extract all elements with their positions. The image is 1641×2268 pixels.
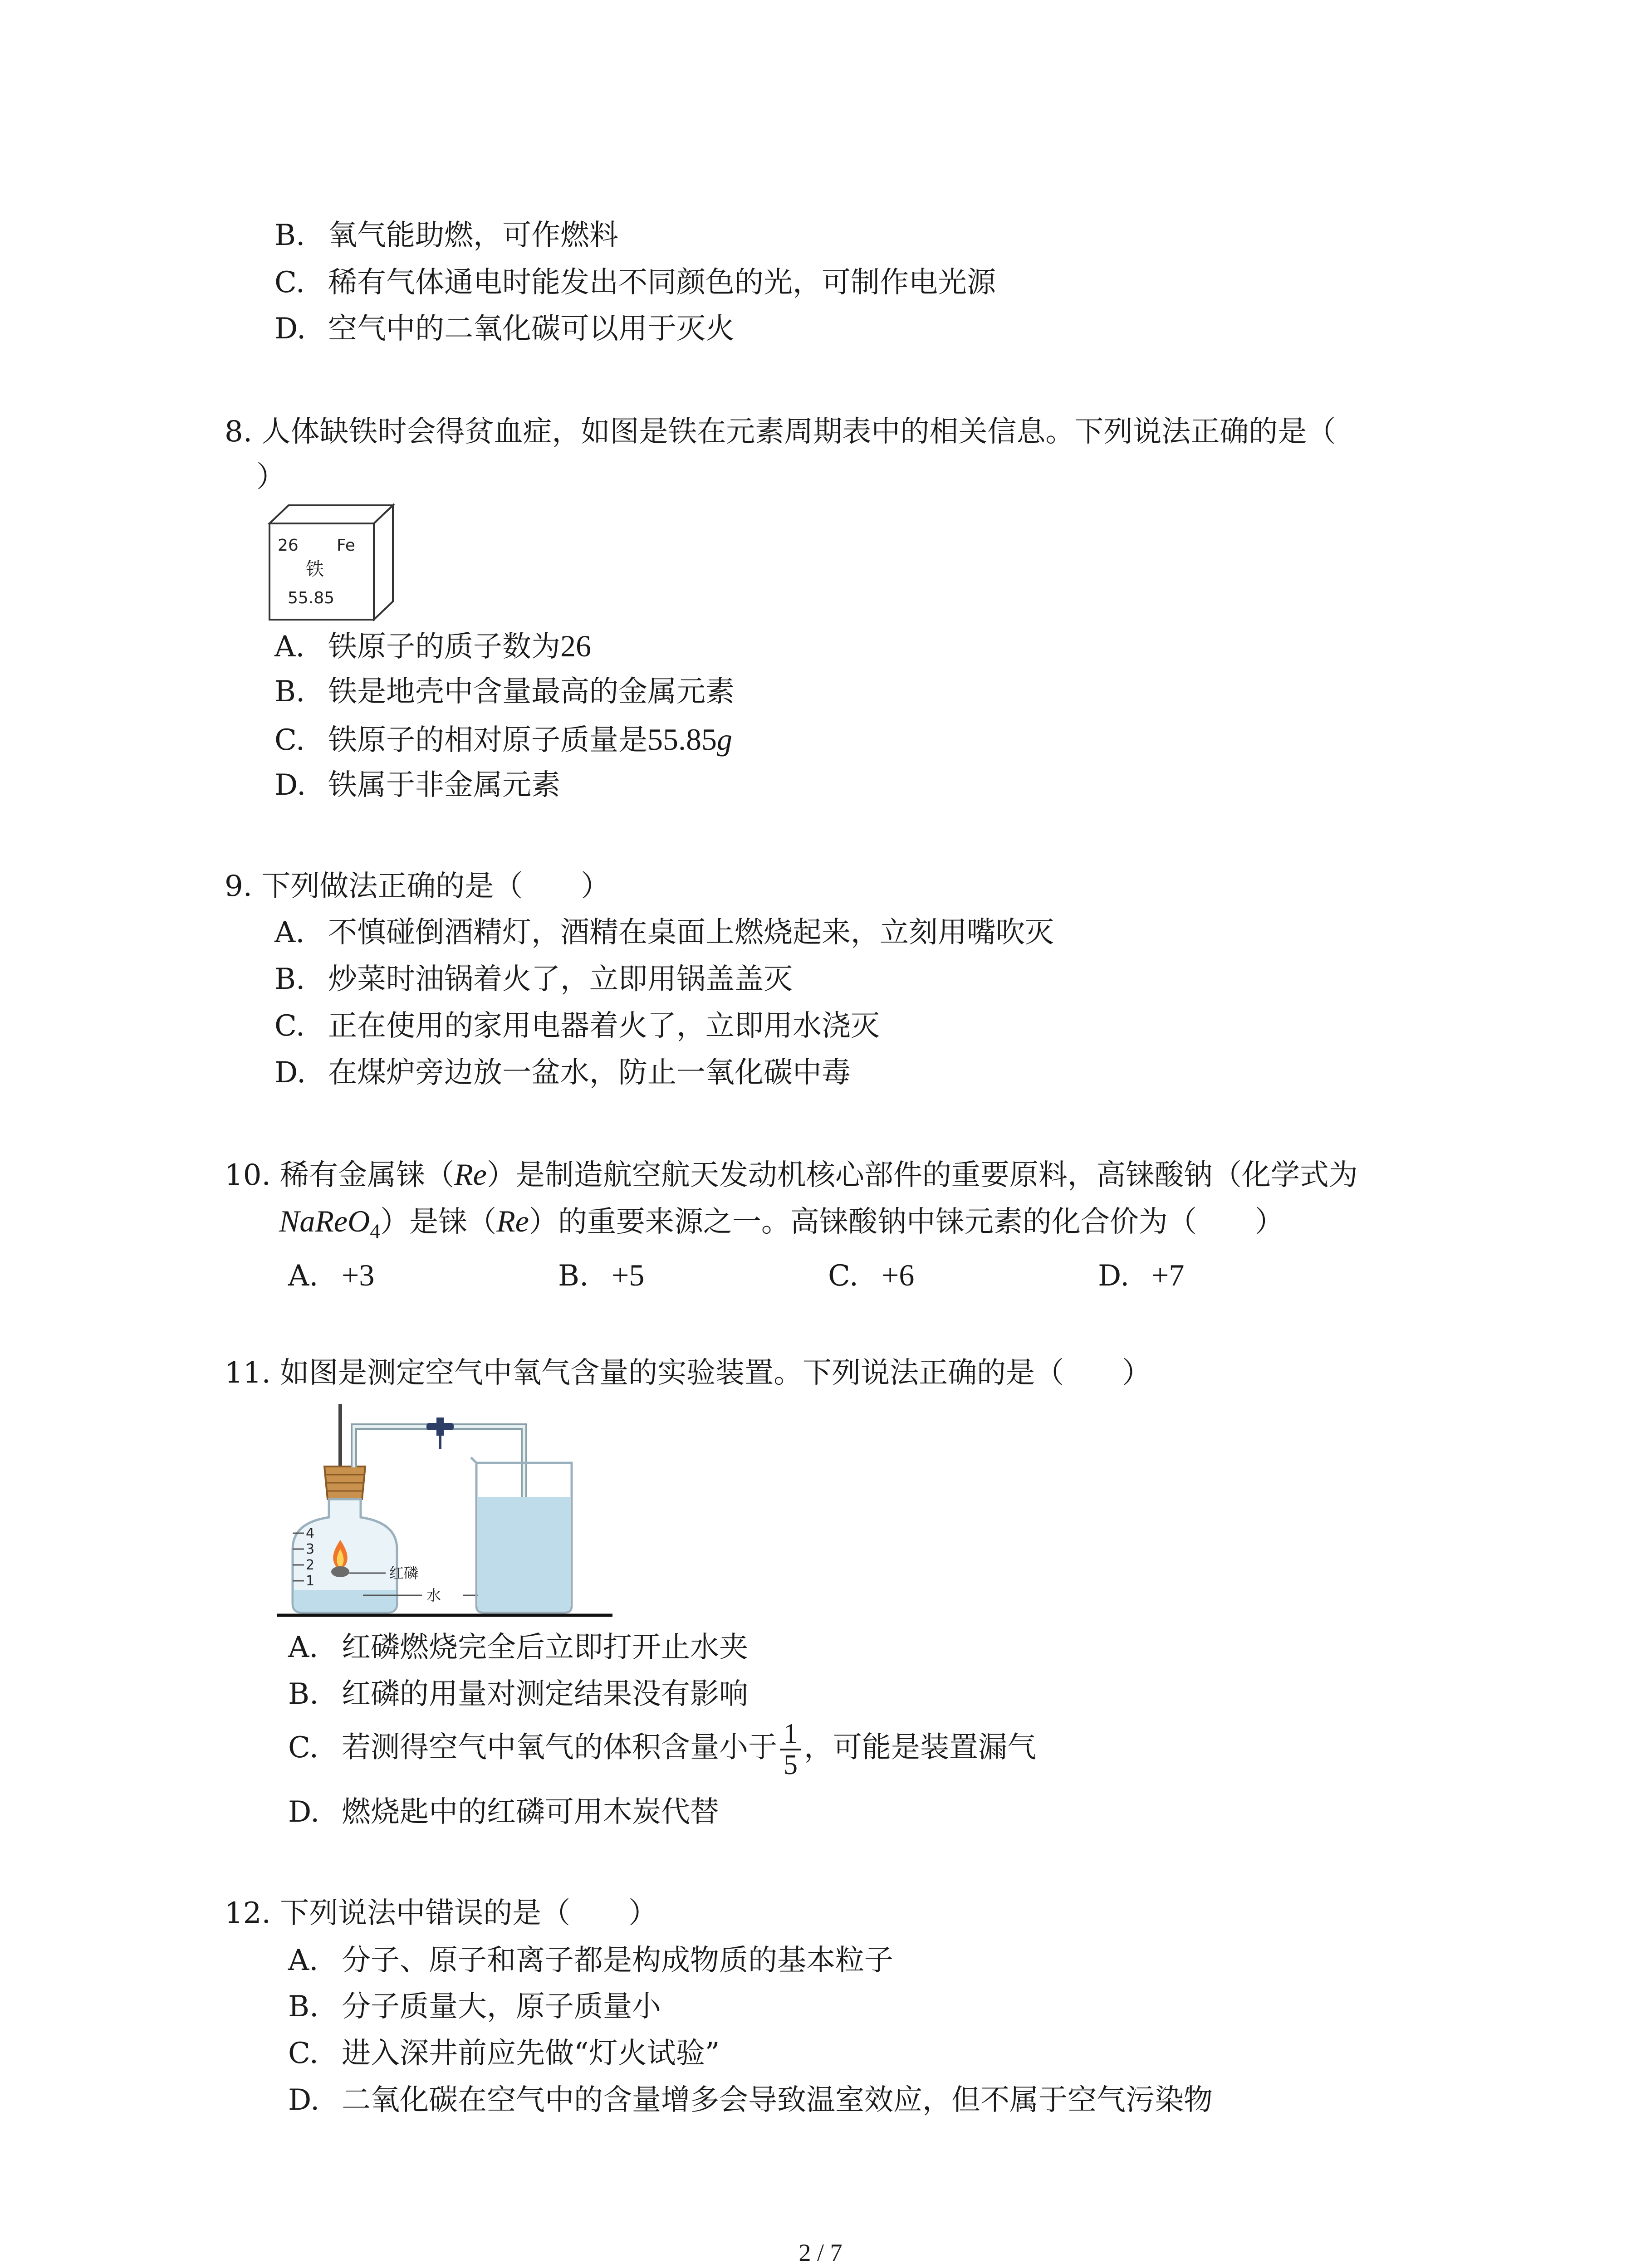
option-text: 二氧化碳在空气中的含量增多会导致温室效应，但不属于空气污染物 — [342, 2083, 1213, 2117]
option-value: +7 — [1151, 1258, 1185, 1292]
option-label: C. — [288, 1730, 319, 1765]
option-text: 铁原子的质子数为 — [328, 630, 560, 664]
option-text: 铁是地壳中含量最高的金属元素 — [328, 675, 735, 709]
option-label: D. — [274, 1056, 306, 1090]
q10-text: 10. 稀有金属铼（ — [225, 1158, 455, 1192]
option-label: A. — [274, 630, 305, 664]
q10-option-b — [558, 1258, 645, 1293]
water-clamp-icon — [426, 1418, 454, 1449]
option-label: C. — [828, 1259, 859, 1293]
option-label: A. — [288, 1631, 318, 1664]
option-label: A. — [274, 916, 305, 949]
q9-stem: 9. 下列做法正确的是（ ） — [225, 870, 610, 903]
q12-stem: 12. 下列说法中错误的是（ ） — [225, 1897, 658, 1930]
option-label: C. — [288, 2037, 319, 2070]
option-text: 氧气能助燃，可作燃料 — [328, 219, 618, 252]
q11-option-d — [288, 1795, 719, 1829]
fraction-numerator: 1 — [784, 1718, 798, 1749]
q8-option-d — [274, 768, 560, 802]
q7-option-b — [274, 221, 618, 250]
option-value: +5 — [612, 1258, 645, 1292]
option-unit: g — [717, 722, 732, 757]
q11-option-a — [288, 1633, 748, 1662]
element-symbol: Fe — [337, 536, 355, 555]
q10-option-c — [828, 1258, 915, 1293]
option-label: D. — [288, 2083, 320, 2117]
option-value: +3 — [342, 1258, 375, 1292]
option-label: D. — [274, 768, 306, 802]
option-label: B. — [288, 1677, 319, 1711]
atomic-number: 26 — [278, 536, 299, 555]
q8-stem: 8. 人体缺铁时会得贫血症，如图是铁在元素周期表中的相关信息。下列说法正确的是（ — [225, 415, 1336, 449]
q8-option-c — [274, 724, 732, 755]
q8-option-a — [274, 629, 591, 664]
label-water: 水 — [426, 1587, 441, 1604]
option-value: +6 — [882, 1258, 915, 1292]
mark-3: 3 — [306, 1541, 315, 1557]
bottle-water — [294, 1590, 396, 1612]
option-text: 不慎碰倒酒精灯，酒精在桌面上燃烧起来，立刻用嘴吹灭 — [328, 916, 1054, 949]
atomic-mass: 55.85 — [288, 589, 335, 607]
q11-option-c — [288, 1719, 1036, 1780]
rhenium-symbol: Re — [496, 1204, 529, 1238]
option-text: 空气中的二氧化碳可以用于灭火 — [328, 312, 735, 346]
q12-option-a — [288, 1946, 893, 1975]
option-label: B. — [288, 1990, 319, 2024]
element-name: 铁 — [306, 559, 324, 580]
q9-option-b — [274, 965, 793, 994]
option-text: 分子、原子和离子都是构成物质的基本粒子 — [342, 1944, 893, 1977]
q10-option-a — [288, 1258, 375, 1293]
option-label: D. — [274, 312, 306, 346]
formula-subscript: 4 — [370, 1219, 381, 1243]
option-label: C. — [274, 266, 305, 299]
mark-4: 4 — [306, 1525, 315, 1541]
q12-option-d — [288, 2083, 1213, 2117]
q10-option-d — [1098, 1258, 1185, 1293]
q10-stem-line2 — [279, 1206, 1284, 1242]
option-label: B. — [274, 963, 305, 996]
iron-element-card — [268, 503, 395, 621]
option-text: 进入深井前应先做“灯火试验” — [342, 2037, 720, 2070]
q9-option-c — [274, 1009, 880, 1043]
option-label: D. — [288, 1795, 320, 1829]
q12-option-c — [288, 2039, 720, 2068]
q7-option-c — [274, 268, 996, 297]
option-text: 燃烧匙中的红磷可用木炭代替 — [342, 1795, 719, 1829]
option-text: 正在使用的家用电器着火了，立即用水浇灭 — [328, 1009, 880, 1043]
q10-stem-line1 — [225, 1159, 1358, 1190]
option-text: 红磷燃烧完全后立即打开止水夹 — [342, 1631, 748, 1664]
option-text: 若测得空气中氧气的体积含量小于 — [342, 1730, 777, 1765]
option-text: 分子质量大，原子质量小 — [342, 1990, 661, 2024]
combustion-spoon — [331, 1566, 349, 1577]
q7-option-d — [274, 312, 735, 346]
q9-option-d — [274, 1056, 851, 1090]
q8-stem-close: ） — [256, 460, 285, 494]
label-phosphorus: 红磷 — [389, 1564, 419, 1582]
formula-main: NaReO — [279, 1204, 370, 1238]
mark-2: 2 — [306, 1557, 315, 1573]
option-label: D. — [1098, 1259, 1130, 1293]
option-text: 铁原子的相对原子质量是 — [328, 723, 647, 757]
mark-1: 1 — [306, 1573, 315, 1589]
formula — [279, 1204, 381, 1243]
q8-option-b — [274, 675, 735, 709]
q11-stem: 11. 如图是测定空气中氧气含量的实验装置。下列说法正确的是（ ） — [225, 1356, 1151, 1390]
q9-option-a — [274, 918, 1054, 947]
q10-text: ）是制造航空航天发动机核心部件的重要原料，高铼酸钠（化学式为 — [486, 1158, 1358, 1192]
option-value: 26 — [560, 629, 591, 663]
q12-option-b — [288, 1990, 661, 2024]
option-text: 铁属于非金属元素 — [328, 768, 560, 802]
option-label: A. — [288, 1944, 318, 1977]
option-label: B. — [274, 219, 305, 252]
page-number: 2 / 7 — [798, 2239, 843, 2266]
option-text: 红磷的用量对测定结果没有影响 — [342, 1677, 748, 1711]
option-text: ，可能是装置漏气 — [804, 1730, 1036, 1765]
oxygen-measurement-apparatus — [277, 1399, 617, 1626]
fraction-denominator: 5 — [780, 1749, 801, 1780]
option-label: B. — [274, 675, 305, 709]
option-text: 在煤炉旁边放一盆水，防止一氧化碳中毒 — [328, 1056, 851, 1090]
option-label: A. — [288, 1259, 318, 1293]
rhenium-symbol: Re — [454, 1157, 487, 1192]
q10-text: ）的重要来源之一。高铼酸钠中铼元素的化合价为（ ） — [529, 1205, 1284, 1239]
option-text: 稀有气体通电时能发出不同颜色的光，可制作电光源 — [328, 266, 996, 299]
option-label: C. — [274, 723, 305, 757]
option-value: 55.85 — [647, 722, 717, 757]
q10-text: ）是铼（ — [380, 1205, 497, 1239]
option-label: C. — [274, 1009, 305, 1043]
option-label: B. — [558, 1259, 589, 1293]
fraction-one-fifth — [780, 1719, 801, 1780]
q11-option-b — [288, 1677, 748, 1711]
option-text: 炒菜时油锅着火了，立即用锅盖盖灭 — [328, 963, 793, 996]
